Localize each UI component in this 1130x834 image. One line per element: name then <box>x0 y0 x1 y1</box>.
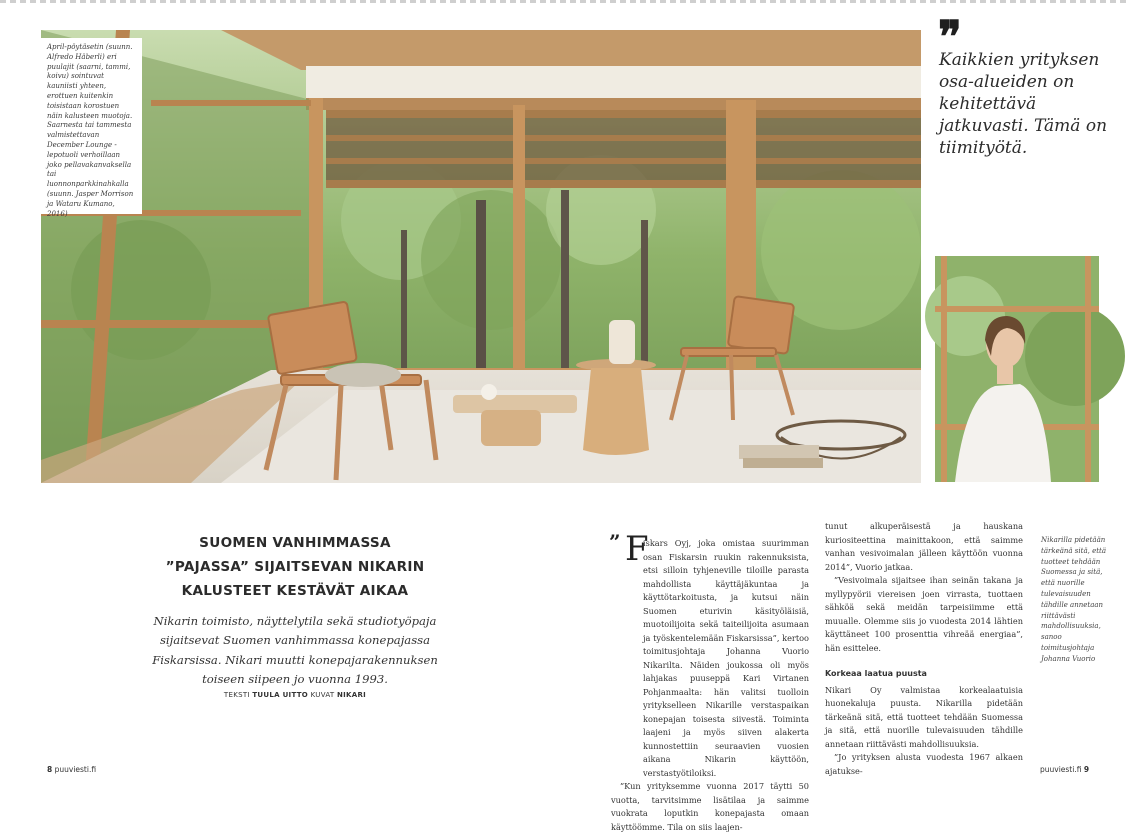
photo-label: KUVAT <box>310 691 335 699</box>
folio-right <box>1040 765 1089 774</box>
body-paragraph-6: ”Jo yrityksen alusta vuodesta 1967 alkaen ajatukse- <box>825 752 1023 776</box>
portrait-photo <box>935 256 1099 482</box>
photo-author: NIKARI <box>336 691 367 699</box>
body-paragraph-1: iskars Oyj, joka omistaa suurimman osan Fiskarsin ruukin rakennuksista, etsi silloin tyhjeneville tiloille parasta mahdollista käyttäjäkuntaa ja käyttötarkoitusta, ja kutsui näin Suomen eturivin käsityöläisiä, muotoilijoita sekä taiteilijoita asumaan ja työskentelemään Fiskarsissa”, kertoo toimitusjohtaja Johanna Vuorio Nikarilta. Näiden joukossa oli myös lahjakas puuseppä Kari Virtanen Pohjanmaalta: hän valitsi tuolloin yritykselleen Nikarille verstaspaikan konepajan toisesta siivestä. Toiminta laajeni ja myös siiven alakerta kunnostettiin seuraavien vuosien aikana Nikarin käyttöön, verstastyötiloiksi. <box>643 538 809 778</box>
folio-left <box>47 765 96 774</box>
dropcap-letter: F <box>625 529 649 569</box>
top-dashed-rule <box>0 0 1130 3</box>
body-paragraph-2: ”Kun yrityksemme vuonna 2017 täytti 50 vuotta, tarvitsimme lisätilaa ja saimme vuokrata loputkin konepajasta omaan käyttöömme. Tila on siis laajen- <box>611 781 809 832</box>
quote-mark-icon: ❞ <box>938 12 962 63</box>
body-paragraph-3: tunut alkuperäisestä ja hauskana kuriositeettina mainittakoon, että saimme vanhan vesivoimalan jälleen käyttöön vuonna 2014”, Vuorio jatkaa. <box>825 521 1023 572</box>
article-headline <box>160 531 430 603</box>
page-number-right: 9 <box>1083 765 1090 774</box>
main-photo-pavilion <box>41 30 921 483</box>
text-label: TEKSTI <box>223 691 250 699</box>
photo-caption: April-pöytäsetin (suunn. Alfredo Häberli) eri puulajit (saarni, tammi, koivu) sointuvat kauniisti yhteen, erottuen kuitenkin toisistaan korostuen näin kalusteen muotoja. Saarnesta tai tammesta valmistettavan December Lounge -lepotuoli verhoillaan joko pellavakanvaksella tai luonnonparkkinahkalla (suunn. Jasper Morrison ja Wataru Kumano, 2016) <box>41 38 142 214</box>
text-author: TUULA UITTO <box>252 691 309 699</box>
body-column-2 <box>825 520 1023 778</box>
headline-line-2: ”PAJASSA” SIJAITSEVAN NIKARIN <box>165 559 425 575</box>
page-number-left: 8 <box>47 765 53 774</box>
section-subhead: Korkeaa laatua puusta <box>825 669 927 678</box>
body-paragraph-5: Nikari Oy valmistaa korkealaatuisia huonekaluja puusta. Nikarilla pidetään tärkeänä sitä, että tuotteet tehdään Suomessa ja sitä, että nuorille tulevaisuuden tähdille annetaan riittävästi mahdollisuuksia. <box>825 684 1023 749</box>
headline-line-3: KALUSTEET KESTÄVÄT AIKAA <box>181 583 409 599</box>
side-note: Nikarilla pidetään tärkeänä sitä, että tuotteet tehdään Suomessa ja sitä, että nuorille tulevaisuuden tähdille annetaan riittävästi mahdollisuuksia, sanoo toimitusjohtaja Johanna Vuorio <box>1041 536 1107 663</box>
pull-quote: Kaikkien yrityksen osa-alueiden on kehitettävä jatkuvasti. Tämä on tiimityötä. <box>939 50 1108 158</box>
site-right: puuviesti.fi <box>1040 765 1082 774</box>
byline-credits <box>152 691 438 699</box>
body-column-1 <box>611 537 809 834</box>
lead-paragraph: Nikarin toimisto, näyttelytila sekä studiotyöpaja sijaitsevat Suomen vanhimmassa konepajassa Fiskarsissa. Nikari muutti konepajarakennuksen toiseen siipeen jo vuonna 1993. <box>152 614 438 687</box>
site-left: puuviesti.fi <box>54 765 97 774</box>
body-paragraph-4: ”Vesivoimala sijaitsee ihan seinän takana ja myllypyörii viereisen joen virrasta, tuottaen sähköä sekä meidän tarpeisiimme että muualle. Olemme siis jo vuodesta 2014 lähtien käyttäneet 100 prosenttia vihreää energiaa”, hän esittelee. <box>825 575 1023 653</box>
headline-line-1: SUOMEN VANHIMMASSA <box>199 535 391 551</box>
dropcap-quote-mark: ” <box>609 530 621 554</box>
